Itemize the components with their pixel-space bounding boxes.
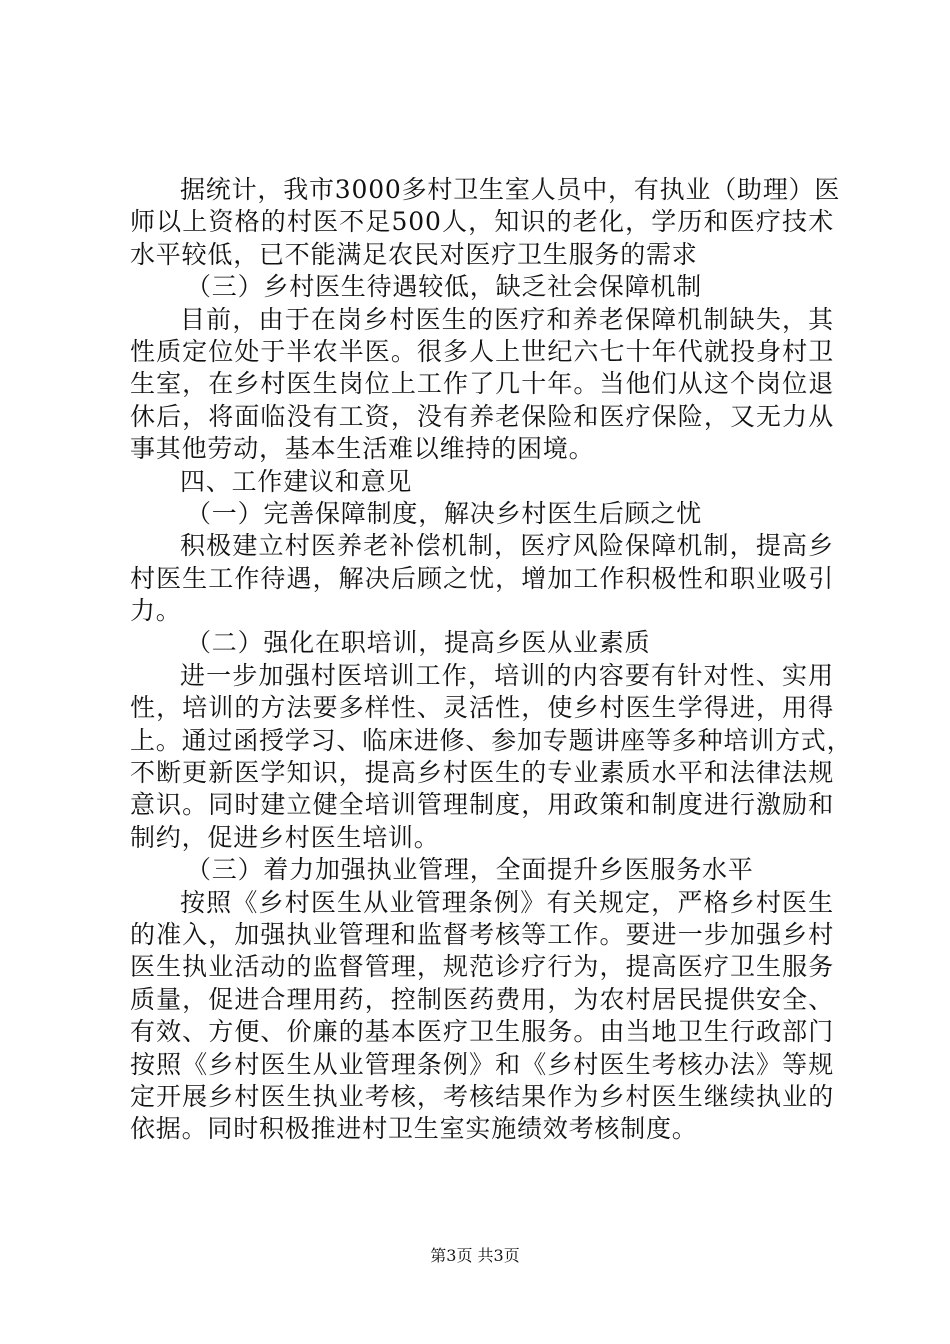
- paragraph-line: 依据。同时积极推进村卫生室实施绩效考核制度。: [130, 1114, 698, 1144]
- paragraph-line: 休后，将面临没有工资，没有养老保险和医疗保险，又无力从: [130, 401, 834, 431]
- paragraph-line: 质量，促进合理用药，控制医药费用，为农村居民提供安全、: [130, 984, 834, 1014]
- paragraph-line: 医生执业活动的监督管理，规范诊疗行为，提高医疗卫生服务: [130, 952, 834, 982]
- paragraph-line: 不断更新医学知识，提高乡村医生的专业素质水平和法律法规: [130, 758, 834, 788]
- paragraph-line: 按照《乡村医生从业管理条例》和《乡村医生考核办法》等规: [130, 1049, 834, 1079]
- section-heading: （三）着力加强执业管理，全面提升乡医服务水平: [186, 855, 754, 885]
- paragraph-line: 积极建立村医养老补偿机制，医疗风险保障机制，提高乡: [180, 531, 834, 561]
- section-heading: （三）乡村医生待遇较低，缺乏社会保障机制: [186, 272, 703, 302]
- paragraph-line: 的准入，加强执业管理和监督考核等工作。要进一步加强乡村: [130, 919, 834, 949]
- paragraph-line: 师以上资格的村医不足500人，知识的老化，学历和医疗技术: [130, 207, 834, 237]
- paragraph-line: 事其他劳动，基本生活难以维持的困境。: [130, 434, 595, 464]
- paragraph-line: 意识。同时建立健全培训管理制度，用政策和制度进行激励和: [130, 790, 834, 820]
- section-heading: （二）强化在职培训，提高乡医从业素质: [186, 628, 651, 658]
- paragraph-line: 制约，促进乡村医生培训。: [130, 822, 440, 852]
- paragraph-line: 目前，由于在岗乡村医生的医疗和养老保障机制缺失，其: [180, 304, 834, 334]
- section-heading: 四、工作建议和意见: [180, 466, 413, 496]
- paragraph-line: 性，培训的方法要多样性、灵活性，使乡村医生学得进，用得: [130, 693, 834, 723]
- paragraph-line: 按照《乡村医生从业管理条例》有关规定，严格乡村医生: [180, 887, 834, 917]
- paragraph-line: 力。: [130, 596, 182, 626]
- paragraph-line: 性质定位处于半农半医。很多人上世纪六七十年代就投身村卫: [130, 336, 834, 366]
- paragraph-line: 定开展乡村医生执业考核，考核结果作为乡村医生继续执业的: [130, 1081, 834, 1111]
- paragraph-line: 村医生工作待遇，解决后顾之忧，增加工作积极性和职业吸引: [130, 563, 834, 593]
- paragraph-line: 上。通过函授学习、临床进修、参加专题讲座等多种培训方式，: [130, 725, 853, 755]
- paragraph-line: 有效、方便、价廉的基本医疗卫生服务。由当地卫生行政部门: [130, 1017, 834, 1047]
- document-body: [130, 174, 853, 1146]
- paragraph-line: 进一步加强村医培训工作，培训的内容要有针对性、实用: [180, 660, 834, 690]
- paragraph-line: 水平较低，已不能满足农民对医疗卫生服务的需求: [130, 239, 698, 269]
- section-heading: （一）完善保障制度，解决乡村医生后顾之忧: [186, 498, 703, 528]
- paragraph-line: 据统计，我市3000多村卫生室人员中，有执业（助理）医: [180, 175, 841, 204]
- paragraph-line: 生室，在乡村医生岗位上工作了几十年。当他们从这个岗位退: [130, 369, 834, 399]
- page-number-footer: 第3页 共3页: [430, 1246, 520, 1265]
